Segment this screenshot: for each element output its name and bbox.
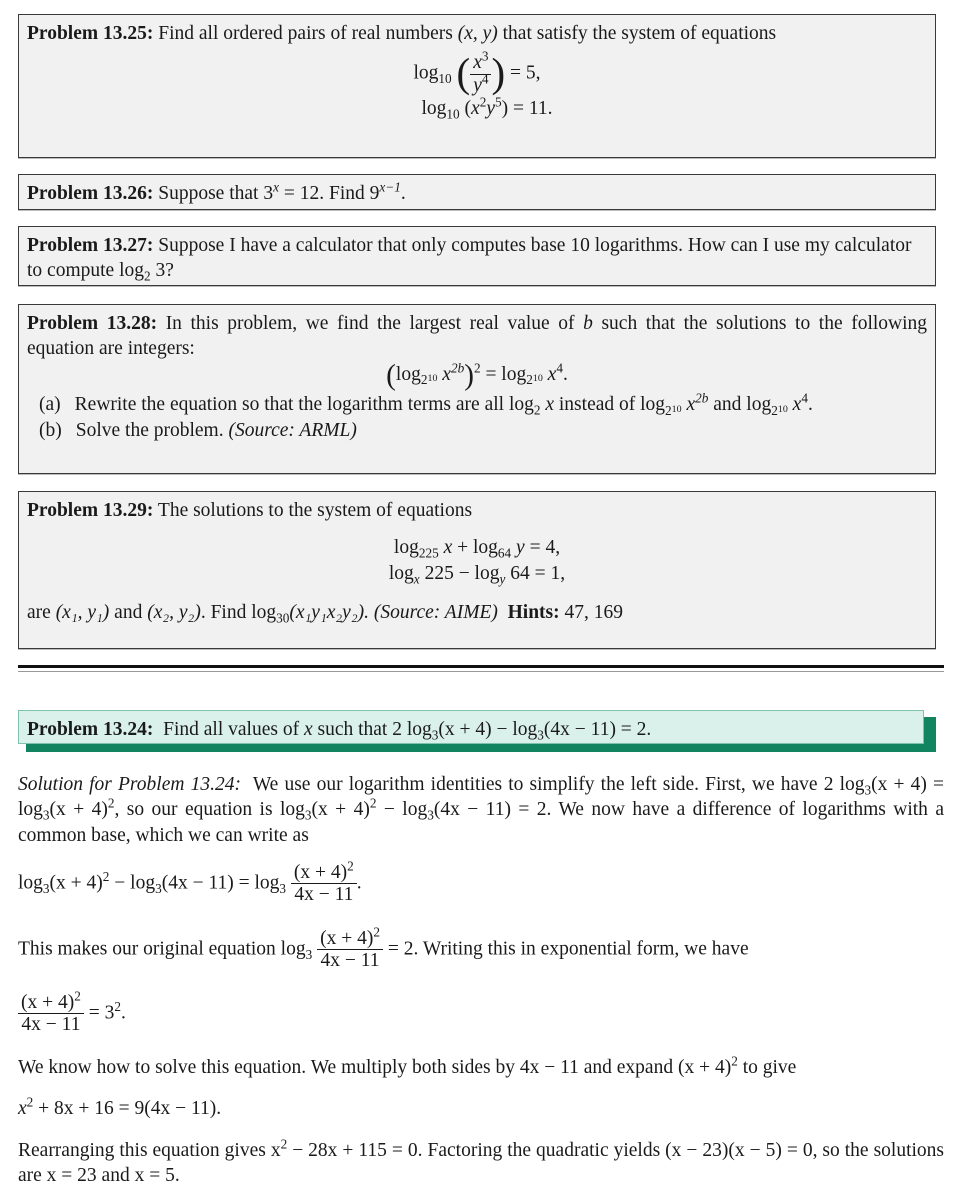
part-a: (a) Rewrite the equation so that the logarithm terms are all $\log_2 x$ instead of $\log_{2^{10}} x^{2b}$ and $\log_{2^{10}} x^4$. — [39, 391, 813, 419]
equation-1: $\log_{225} x + \log_{64} y = 4$, — [393, 537, 561, 561]
solution-title: Solution for Problem 13.24: — [18, 774, 241, 795]
hints: 47, 169 — [564, 602, 623, 624]
problem-13-28: Problem 13.28: In this problem, we find the largest real value of b such that the solutions to the following equation are integers: ($\log_{2^{10}}$ $x^{2b})^2 = \log_{2^{10}} x^4$. (a) Rewrite the equation so that the logarithm terms are all $\log_2 x$ instead of $\log_{2^{10}} x^{2b}$ and $\log_{2^{10}} x^4$. (b) Solve the problem. (Source: ARML) — [18, 304, 936, 474]
display-equation-3: $x^2 + 8x + 16 = 9(4x - 11)$. — [18, 1094, 222, 1119]
solution-paragraph-1: Solution for Problem 13.24: We use our logarithm identities to simplify the left side. First, we have 2 $\log_3(x + 4) = \log_3(x + 4)^2$, so our equation is $\log_3(x + 4)^2 - \log_3(4x - 11) = 2$. We now have a difference of logarithms with a common base, which we can write as — [18, 774, 944, 846]
equation-2: $\log_x 225 - \log_y 64 = 1$, — [388, 562, 566, 587]
problem-label: Problem 13.24: — [27, 719, 154, 740]
problem-label: Problem 13.27: — [27, 235, 154, 256]
problem-label: Problem 13.26: — [27, 183, 154, 204]
problem-label: Problem 13.29: — [27, 500, 154, 521]
solution-paragraph-2: This makes our original equation $\log_3$ $\frac{(x + 4)^2}{4x - 11}$ = 2. Writing this in exponential form, we have — [18, 924, 749, 972]
box-shadow — [26, 744, 936, 752]
problem-text: Find all ordered pairs of real numbers — [158, 23, 453, 44]
display-equation-1: $\log_3(x + 4)^2 - \log_3(4x - 11) = \log_3$ $\frac{(x + 4)^2}{4x - 11}$ . — [18, 858, 362, 906]
section-divider — [18, 665, 944, 668]
problem-13-27: Problem 13.27: Suppose I have a calculator that only computes base 10 logarithms. How can I use my calculator to compute $\log_2 3$? — [18, 226, 936, 286]
equation: ($\log_{2^{10}}$ $x^{2b})^2 = \log_{2^{10}} x^4$. — [386, 359, 568, 392]
part-b: (b) Solve the problem. (Source: ARML) — [39, 419, 357, 441]
section-divider-thin — [18, 671, 944, 672]
solution-paragraph-4: Rearranging this equation gives $x^2 - 28x + 115 = 0$. Factoring the quadratic yields (x − 23)(x − 5) = 0, so the solutions are x = 23 and x = 5. — [18, 1136, 945, 1187]
equation-2: $\log_{10} (x^2y^5) = 11$. — [421, 94, 553, 122]
problem-13-25 — [18, 14, 936, 158]
ordered-pair: (x, y) — [457, 23, 498, 44]
problem-label: Problem 13.25: — [27, 23, 154, 44]
solution-paragraph-3: We know how to solve this equation. We multiply both sides by 4x − 11 and expand $(x + 4)^2$ to give — [18, 1053, 797, 1078]
problem-text-end: that satisfy the system of equations — [502, 23, 777, 44]
problem-13-26: Problem 13.26: Suppose that 3$^x$ = 12. Find $9^{x-1}$. — [18, 174, 936, 210]
problem-label: Problem 13.28: — [27, 313, 158, 334]
problem-13-29: Problem 13.29: The solutions to the system of equations $\log_{225} x + \log_{64} y = 4$, $\log_x 225 - \log_y 64 = 1$, are (x₁, y₁) and (x₂, y₂). Find $\log_{30}(x_1y_1x_2y_2)$. (Source: AIME) Hints: 47, 169 — [18, 491, 936, 649]
display-equation-2: $\frac{(x + 4)^2}{4x - 11}$ = $3^2$. — [18, 992, 944, 1036]
hints-label: Hints: — [507, 602, 560, 624]
featured-problem-13-24: Problem 13.24: Find all values of x such that 2 $\log_3(x + 4) - \log_3(4x - 11) = 2$. — [18, 710, 924, 744]
equation-1: $\log_{10}$ ( $\frac{x^3}{y^4}$ ) = 5, — [413, 49, 541, 96]
